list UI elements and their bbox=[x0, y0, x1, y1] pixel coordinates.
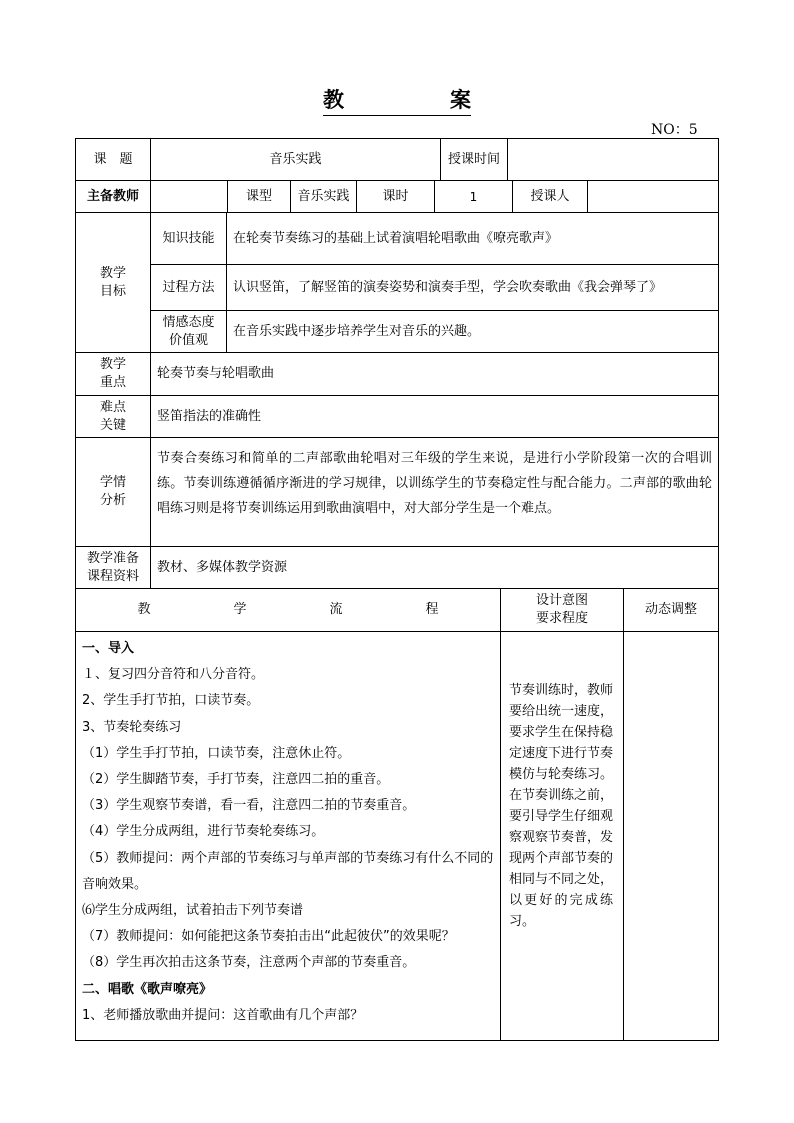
flow-line: （5）教师提问：两个声部的节奏练习与单声部的节奏练习有什么不同的音响效果。 bbox=[82, 850, 494, 892]
adjust-note bbox=[623, 631, 719, 1041]
goal-process-text: 认识竖笛，了解竖笛的演奏姿势和演奏手型，学会吹奏歌曲《我会弹琴了》 bbox=[226, 264, 719, 311]
flow-line: 3、节奏轮奏练习 bbox=[82, 719, 182, 735]
lecturer-value bbox=[587, 180, 719, 213]
flow-line: （3）学生观察节奏谱，看一看，注意四二拍的节奏重音。 bbox=[82, 798, 416, 814]
time-value bbox=[507, 138, 719, 181]
hours-value: 1 bbox=[434, 180, 513, 213]
analysis-label: 学情 分析 bbox=[75, 437, 151, 547]
goal-process-label: 过程方法 bbox=[150, 264, 227, 311]
flow-header-char: 流 bbox=[329, 602, 343, 617]
goal-emotion-label: 情感态度 价值观 bbox=[150, 310, 227, 353]
flow-line: ⑹学生分成两组，试着拍击下列节奏谱 bbox=[82, 903, 304, 919]
teacher-label: 主备教师 bbox=[75, 180, 151, 213]
flow-line: （8）学生再次拍击这条节奏，注意两个声部的节奏重音。 bbox=[82, 955, 416, 971]
design-note: 节奏训练时，教师要给出统一速度，要求学生在保持稳定速度下进行节奏模仿与轮奏练习。在节奏训练之前，要引导学生仔细观察观察节奏普，发现两个声部节奏的相同与不同之处，以更好的完成练习。 bbox=[500, 631, 624, 1041]
time-label: 授课时间 bbox=[440, 138, 508, 181]
key-text: 轮奏节奏与轮唱歌曲 bbox=[150, 352, 719, 396]
flow-line: 2、学生手打节拍，口读节奏。 bbox=[82, 693, 260, 709]
flow-header bbox=[75, 588, 501, 632]
flow-line: （4）学生分成两组，进行节奏轮奏练习。 bbox=[82, 824, 325, 840]
goal-knowledge-text: 在轮奏节奏练习的基础上试着演唱轮唱歌曲《嘹亮歌声》 bbox=[226, 212, 719, 265]
design-header: 设计意图 要求程度 bbox=[500, 588, 624, 632]
hours-label: 课时 bbox=[356, 180, 435, 213]
lecturer-label: 授课人 bbox=[512, 180, 588, 213]
goal-emotion-text: 在音乐实践中逐步培养学生对音乐的兴趣。 bbox=[226, 310, 719, 353]
flow-line: 二、唱歌《歌声嘹亮》 bbox=[82, 981, 213, 997]
difficulty-text: 竖笛指法的准确性 bbox=[150, 395, 719, 438]
page-title: 教案 bbox=[0, 84, 794, 116]
flow-header-char: 教 bbox=[137, 602, 151, 617]
flow-header-char: 程 bbox=[425, 602, 439, 617]
topic-value: 音乐实践 bbox=[150, 138, 441, 181]
flow-line: 一、导入 bbox=[82, 641, 135, 656]
flow-line: （7）教师提问：如何能把这条节奏拍击出“此起彼伏”的效果呢？ bbox=[82, 929, 455, 945]
topic-label: 课 题 bbox=[75, 138, 151, 181]
flow-content bbox=[75, 631, 501, 1041]
type-value: 音乐实践 bbox=[290, 180, 357, 213]
prep-label: 教学准备 课程资料 bbox=[75, 546, 151, 589]
goals-label: 教学 目标 bbox=[75, 212, 151, 353]
flow-line: （2）学生脚踏节奏，手打节奏，注意四二拍的重音。 bbox=[82, 772, 390, 788]
goal-knowledge-label: 知识技能 bbox=[150, 212, 227, 265]
adjust-header: 动态调整 bbox=[623, 588, 719, 632]
type-label: 课型 bbox=[227, 180, 291, 213]
analysis-text: 节奏合奏练习和简单的二声部歌曲轮唱对三年级的学生来说，是进行小学阶段第一次的合唱训练。节奏训练遵循循序渐进的学习规律，以训练学生的节奏稳定性与配合能力。二声部的歌曲轮唱练习则是将节奏训练运用到歌曲演唱中，对大部分学生是一个难点。 bbox=[150, 437, 719, 547]
difficulty-label: 难点 关键 bbox=[75, 395, 151, 438]
flow-header-char: 学 bbox=[233, 602, 247, 617]
document-number: NO：5 bbox=[651, 122, 698, 138]
flow-line: １、复习四分音符和八分音符。 bbox=[82, 667, 265, 683]
prep-text: 教材、多媒体教学资源 bbox=[150, 546, 719, 589]
flow-line: 1、老师播放歌曲并提问：这首歌曲有几个声部？ bbox=[82, 1007, 364, 1023]
lesson-plan-table bbox=[75, 138, 719, 1041]
teacher-value bbox=[150, 180, 228, 213]
flow-line: （1）学生手打节拍，口读节奏，注意休止符。 bbox=[82, 745, 351, 761]
key-label: 教学 重点 bbox=[75, 352, 151, 396]
